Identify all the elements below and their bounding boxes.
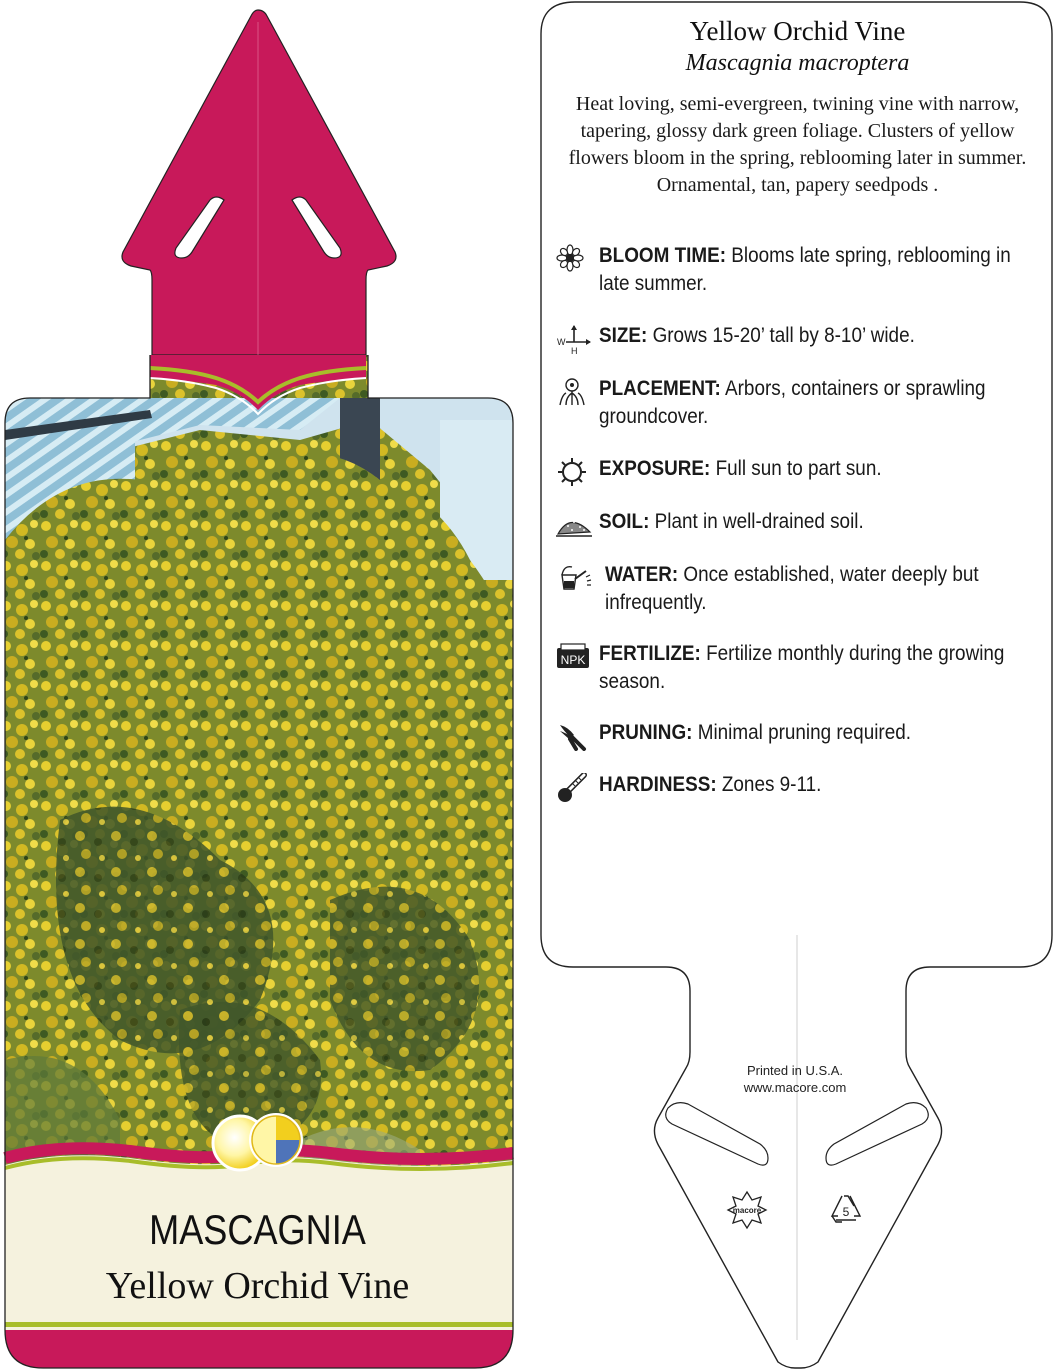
care-label: SOIL: xyxy=(599,510,650,533)
care-text: Plant in well-drained soil. xyxy=(654,510,864,533)
care-row-fertilize xyxy=(556,640,1036,696)
care-label: FERTILIZE: xyxy=(599,642,701,665)
plant-title: Yellow Orchid Vine xyxy=(689,16,906,46)
care-label: EXPOSURE: xyxy=(599,457,711,480)
care-row-soil xyxy=(556,508,1036,536)
soil-icon xyxy=(556,510,594,540)
care-row-water xyxy=(556,561,1036,617)
pruners-icon xyxy=(556,721,594,751)
care-row-pruning xyxy=(556,719,1036,747)
care-row-bloom-time xyxy=(556,242,1036,298)
care-text: Arbors, containers or sprawling groundcover. xyxy=(599,377,986,428)
care-label: HARDINESS: xyxy=(599,773,717,796)
care-row-exposure xyxy=(556,455,1036,483)
placement-icon xyxy=(556,377,594,407)
care-text: Once established, water deeply but infrequently. xyxy=(605,563,979,614)
care-row-size xyxy=(556,322,1036,354)
thermometer-icon xyxy=(556,773,594,803)
svg-text:NPK: NPK xyxy=(560,653,586,667)
care-text: Zones 9-11. xyxy=(721,773,822,796)
printer-info xyxy=(690,1062,900,1096)
care-label: PLACEMENT: xyxy=(599,377,721,400)
plant-genus: MASCAGNIA xyxy=(149,1206,366,1253)
watering-can-icon xyxy=(556,563,594,593)
flower-icon xyxy=(556,244,594,274)
care-label: PRUNING: xyxy=(599,721,693,744)
npk-icon xyxy=(556,642,594,672)
care-label: WATER: xyxy=(605,563,679,586)
svg-text:W: W xyxy=(557,337,566,347)
sun-exposure-icon xyxy=(213,1114,302,1170)
macore-logo-text: macore xyxy=(732,1206,762,1215)
size-icon xyxy=(556,324,594,354)
website: www.macore.com xyxy=(743,1080,847,1095)
macore-logo xyxy=(728,1192,766,1228)
scientific-name: Mascagnia macroptera xyxy=(685,50,910,76)
printed-in: Printed in U.S.A. xyxy=(746,1063,844,1078)
recycle-number: 5 xyxy=(842,1205,850,1219)
care-label: BLOOM TIME: xyxy=(599,244,727,267)
plant-common-name: Yellow Orchid Vine xyxy=(105,1265,410,1307)
care-label: SIZE: xyxy=(599,324,648,347)
care-row-placement xyxy=(556,375,1036,431)
sun-icon xyxy=(556,457,594,487)
front-arrow-top xyxy=(122,10,396,355)
care-text: Fertilize monthly during the growing season. xyxy=(599,642,1005,693)
care-text: Blooms late spring, reblooming in late summer. xyxy=(599,244,1011,295)
care-text: Minimal pruning required. xyxy=(697,721,911,744)
care-text: Full sun to part sun. xyxy=(715,457,882,480)
care-row-hardiness xyxy=(556,771,1036,799)
plant-description: Heat loving, semi-evergreen, twining vine with narrow, tapering, glossy dark green foliage. Clusters of yellow flowers bloom in the spring, reblooming later in summer. Ornamental, tan, papery seedpods . xyxy=(568,93,1027,196)
svg-text:H: H xyxy=(571,346,578,354)
care-text: Grows 15-20’ tall by 8-10’ wide. xyxy=(652,324,915,347)
